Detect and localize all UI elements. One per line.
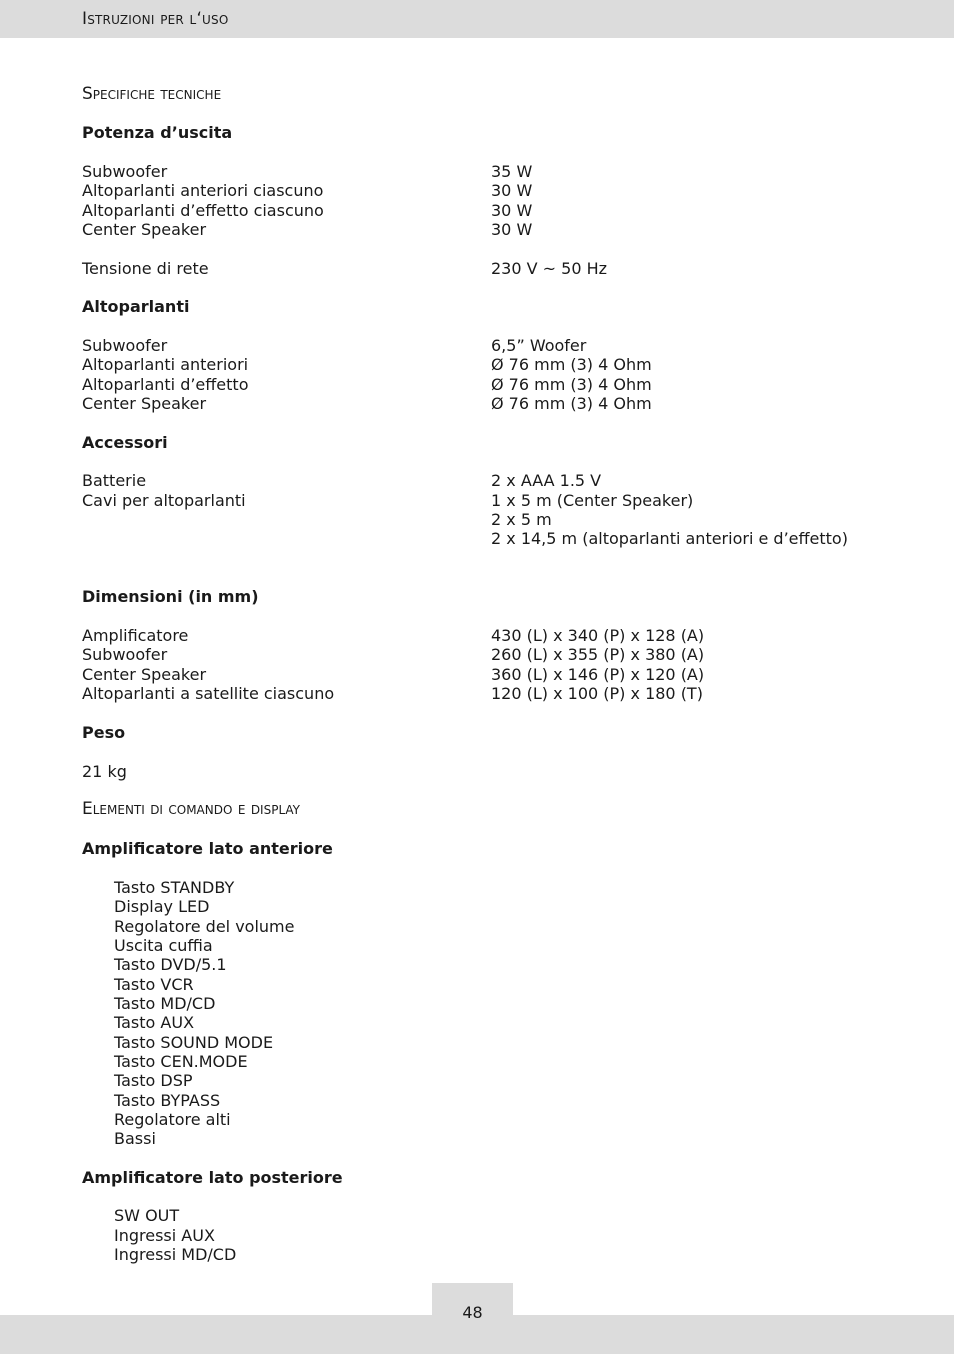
page-number: 48: [462, 1303, 483, 1322]
spec-label: Altoparlanti anteriori: [82, 355, 249, 374]
spec-label: Tensione di rete: [82, 259, 209, 278]
list-item-text: Regolatore del volume: [114, 916, 295, 936]
list-item-text: Tasto VCR: [114, 974, 194, 994]
list-item-text: Bassi: [114, 1129, 156, 1149]
spec-value: 360 (L) x 146 (P) x 120 (A): [491, 665, 705, 684]
spec-label: Altoparlanti anteriori ciascuno: [82, 181, 324, 200]
spec-label: Center Speaker: [82, 394, 207, 413]
list-item-text: Tasto AUX: [114, 1013, 195, 1033]
elementi-section-title: Elementi di comando e display: [82, 799, 301, 819]
list-item-text: Uscita cuffia: [114, 935, 213, 955]
anteriore-title: Amplificatore lato anteriore: [82, 839, 333, 858]
spec-value: 2 x 14,5 m (altoparlanti anteriori e d’effetto): [491, 529, 848, 548]
spec-value: 230 V ~ 50 Hz: [491, 259, 608, 278]
spec-value: 30 W: [491, 181, 533, 200]
spec-value: 6,5” Woofer: [491, 336, 587, 355]
spec-label: Subwoofer: [82, 162, 168, 181]
header-title: Istruzioni per l‘uso: [82, 9, 229, 29]
accessori-title: Accessori: [82, 433, 168, 452]
spec-value: 30 W: [491, 201, 533, 220]
specs-section-title: Specifiche tecniche: [82, 84, 222, 104]
dimensioni-title: Dimensioni (in mm): [82, 587, 259, 606]
list-item-text: Tasto MD/CD: [114, 993, 216, 1013]
spec-label: Amplificatore: [82, 626, 189, 645]
spec-label: Altoparlanti a satellite ciascuno: [82, 684, 335, 703]
spec-value: 430 (L) x 340 (P) x 128 (A): [491, 626, 705, 645]
list-item-text: Display LED: [114, 897, 210, 917]
spec-label: Center Speaker: [82, 665, 207, 684]
spec-label: Subwoofer: [82, 645, 168, 664]
list-item-text: SW OUT: [114, 1206, 180, 1225]
altoparlanti-title: Altoparlanti: [82, 297, 190, 316]
list-item-text: Tasto DVD/5.1: [114, 955, 227, 975]
spec-value: 120 (L) x 100 (P) x 180 (T): [491, 684, 703, 703]
spec-label: Altoparlanti d’effetto ciascuno: [82, 201, 324, 220]
list-item-text: Tasto SOUND MODE: [114, 1032, 274, 1052]
posteriore-title: Amplificatore lato posteriore: [82, 1168, 343, 1187]
spec-label: Batterie: [82, 471, 147, 490]
list-item-text: Ingressi MD/CD: [114, 1245, 237, 1264]
spec-value: 260 (L) x 355 (P) x 380 (A): [491, 645, 705, 664]
list-item-text: Tasto BYPASS: [114, 1090, 221, 1110]
potenza-title: Potenza d’uscita: [82, 123, 233, 142]
list-item-text: Tasto CEN.MODE: [114, 1051, 248, 1071]
spec-value: 30 W: [491, 220, 533, 239]
spec-label: Center Speaker: [82, 220, 207, 239]
spec-value: Ø 76 mm (3) 4 Ohm: [491, 394, 652, 413]
peso-title: Peso: [82, 723, 126, 742]
spec-value: 1 x 5 m (Center Speaker): [491, 491, 694, 510]
list-item-text: Tasto DSP: [114, 1071, 193, 1091]
spec-value: Ø 76 mm (3) 4 Ohm: [491, 355, 652, 374]
spec-label: Subwoofer: [82, 336, 168, 355]
spec-value: 35 W: [491, 162, 533, 181]
list-item-text: Regolatore alti: [114, 1109, 231, 1129]
list-item-text: Tasto STANDBY: [114, 878, 235, 897]
spec-label: Cavi per altoparlanti: [82, 491, 246, 510]
spec-value: 2 x AAA 1.5 V: [491, 471, 602, 490]
spec-label: Altoparlanti d’effetto: [82, 375, 249, 394]
peso-value: 21 kg: [82, 762, 127, 781]
spec-value: 2 x 5 m: [491, 510, 552, 529]
spec-value: Ø 76 mm (3) 4 Ohm: [491, 375, 652, 394]
list-item-text: Ingressi AUX: [114, 1225, 215, 1245]
